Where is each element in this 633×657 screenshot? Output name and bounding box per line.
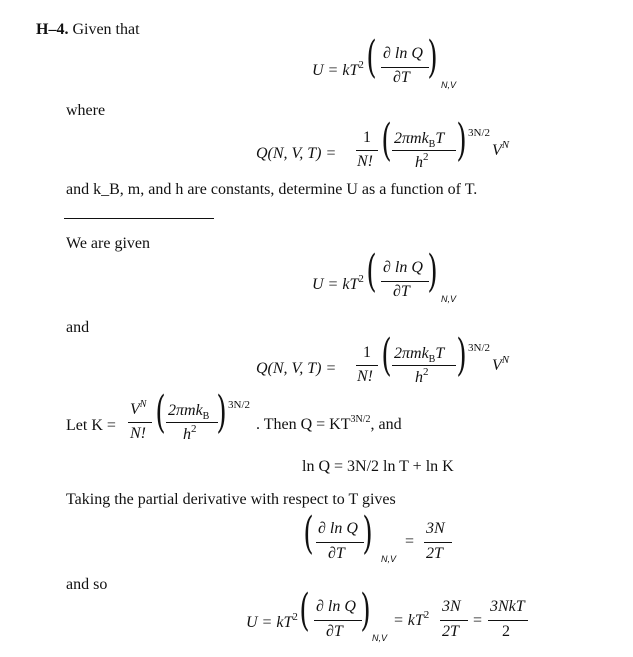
- q2-nfact: N!: [357, 368, 373, 385]
- task-text: and k_B, m, and h are constants, determine U as a function of T.: [66, 181, 478, 198]
- then-q-exp: 3N/2: [350, 414, 371, 425]
- given-text: We are given: [66, 235, 150, 252]
- f-kT2-sq: 2: [423, 609, 430, 621]
- p-eq: =: [405, 533, 415, 550]
- k-h-sq: 2: [191, 423, 197, 435]
- fraction-bar: [381, 281, 429, 282]
- k-V: V: [130, 401, 140, 418]
- subscript-NV: N,V: [441, 80, 457, 90]
- f-3N: 3N: [442, 598, 461, 615]
- q-h-sq: 2: [423, 151, 429, 163]
- fraction-bar: [381, 67, 429, 68]
- q-T: T: [435, 130, 445, 147]
- numerator-dlnQ: ∂ ln Q: [383, 45, 423, 62]
- q2-V: V: [492, 357, 502, 374]
- k-nfact: N!: [130, 425, 146, 442]
- q2-T: T: [435, 345, 445, 362]
- left-paren: (: [381, 330, 392, 381]
- fraction-bar: [316, 542, 364, 543]
- q-h: h: [415, 154, 423, 171]
- lnq-equation: ln Q = 3N/2 ln T + ln K: [302, 458, 454, 475]
- and-so-text: and so: [66, 576, 108, 593]
- u2-lhs: U = kT: [312, 276, 359, 293]
- fraction-bar: [488, 620, 528, 621]
- problem-id: H–4.: [36, 21, 69, 38]
- fraction-bar: [356, 150, 378, 151]
- q-nfact: N!: [357, 153, 373, 170]
- q2-h: h: [415, 369, 423, 386]
- f-two: 2: [502, 623, 510, 640]
- fraction-bar: [440, 620, 468, 621]
- left-paren: (: [299, 585, 310, 636]
- q-V: V: [492, 142, 502, 159]
- f-denominator: ∂T: [326, 623, 343, 640]
- left-paren: (: [366, 32, 377, 83]
- f-2T: 2T: [442, 623, 459, 640]
- q-b-sub: B: [428, 139, 436, 150]
- u-sq: 2: [358, 59, 364, 71]
- problem-intro: Given that: [72, 21, 140, 38]
- k-V-exp: N: [139, 399, 147, 410]
- and-text: and: [66, 319, 90, 336]
- f-kT2: = kT: [393, 612, 424, 629]
- left-paren: (: [303, 508, 314, 559]
- q2-lhs: Q(N, V, T) =: [256, 360, 337, 377]
- right-paren: ): [427, 246, 438, 297]
- f-numerator: ∂ ln Q: [316, 598, 356, 615]
- f-eq2: =: [473, 612, 483, 629]
- then-q-text: . Then Q = KT: [256, 416, 351, 433]
- right-paren: ): [427, 32, 438, 83]
- right-paren: ): [456, 115, 467, 166]
- p-numerator: ∂ ln Q: [318, 520, 358, 537]
- q2-twopimk: 2πmk: [394, 345, 429, 362]
- denominator-dT: ∂T: [393, 69, 410, 86]
- problem-heading: [36, 21, 140, 39]
- k-twopimk: 2πmk: [168, 402, 203, 419]
- right-paren: ): [456, 330, 467, 381]
- fraction-bar: [128, 422, 152, 423]
- p-3N: 3N: [426, 520, 445, 537]
- fraction-bar: [314, 620, 362, 621]
- q2-V-exp: N: [501, 354, 510, 366]
- partial-text: Taking the partial derivative with respect to T gives: [66, 491, 396, 508]
- u-lhs: U = kT: [312, 62, 359, 79]
- q2-h-sq: 2: [423, 366, 429, 378]
- q2-exp: 3N/2: [468, 342, 490, 354]
- p-2T: 2T: [426, 545, 443, 562]
- q-lhs: Q(N, V, T) =: [256, 145, 337, 162]
- subscript-NV: N,V: [441, 294, 457, 304]
- left-paren: (: [381, 115, 392, 166]
- numerator-dlnQ: ∂ ln Q: [383, 259, 423, 276]
- k-h: h: [183, 426, 191, 443]
- p-denominator: ∂T: [328, 545, 345, 562]
- q-one: 1: [363, 129, 371, 146]
- then-and-text: , and: [370, 416, 402, 433]
- section-separator: [64, 218, 214, 219]
- f-3NkT: 3NkT: [490, 598, 525, 615]
- right-paren: ): [360, 585, 371, 636]
- k-b-sub: B: [202, 411, 210, 422]
- let-text: Let K =: [66, 417, 116, 434]
- f-lhs: U = kT: [246, 614, 293, 631]
- f-sq: 2: [292, 611, 298, 623]
- right-paren: ): [216, 387, 227, 438]
- denominator-dT: ∂T: [393, 283, 410, 300]
- f-subscript-NV: N,V: [372, 633, 388, 643]
- k-exp: 3N/2: [228, 399, 250, 411]
- q-V-exp: N: [501, 139, 510, 151]
- fraction-bar: [424, 542, 452, 543]
- q-exp: 3N/2: [468, 127, 490, 139]
- right-paren: ): [362, 508, 373, 559]
- left-paren: (: [366, 246, 377, 297]
- q-twopimk: 2πmk: [394, 130, 429, 147]
- u2-sq: 2: [358, 273, 364, 285]
- left-paren: (: [155, 387, 166, 438]
- where-text: where: [66, 102, 106, 119]
- q2-b-sub: B: [428, 354, 436, 365]
- p-subscript-NV: N,V: [381, 554, 397, 564]
- fraction-bar: [356, 365, 378, 366]
- q2-one: 1: [363, 344, 371, 361]
